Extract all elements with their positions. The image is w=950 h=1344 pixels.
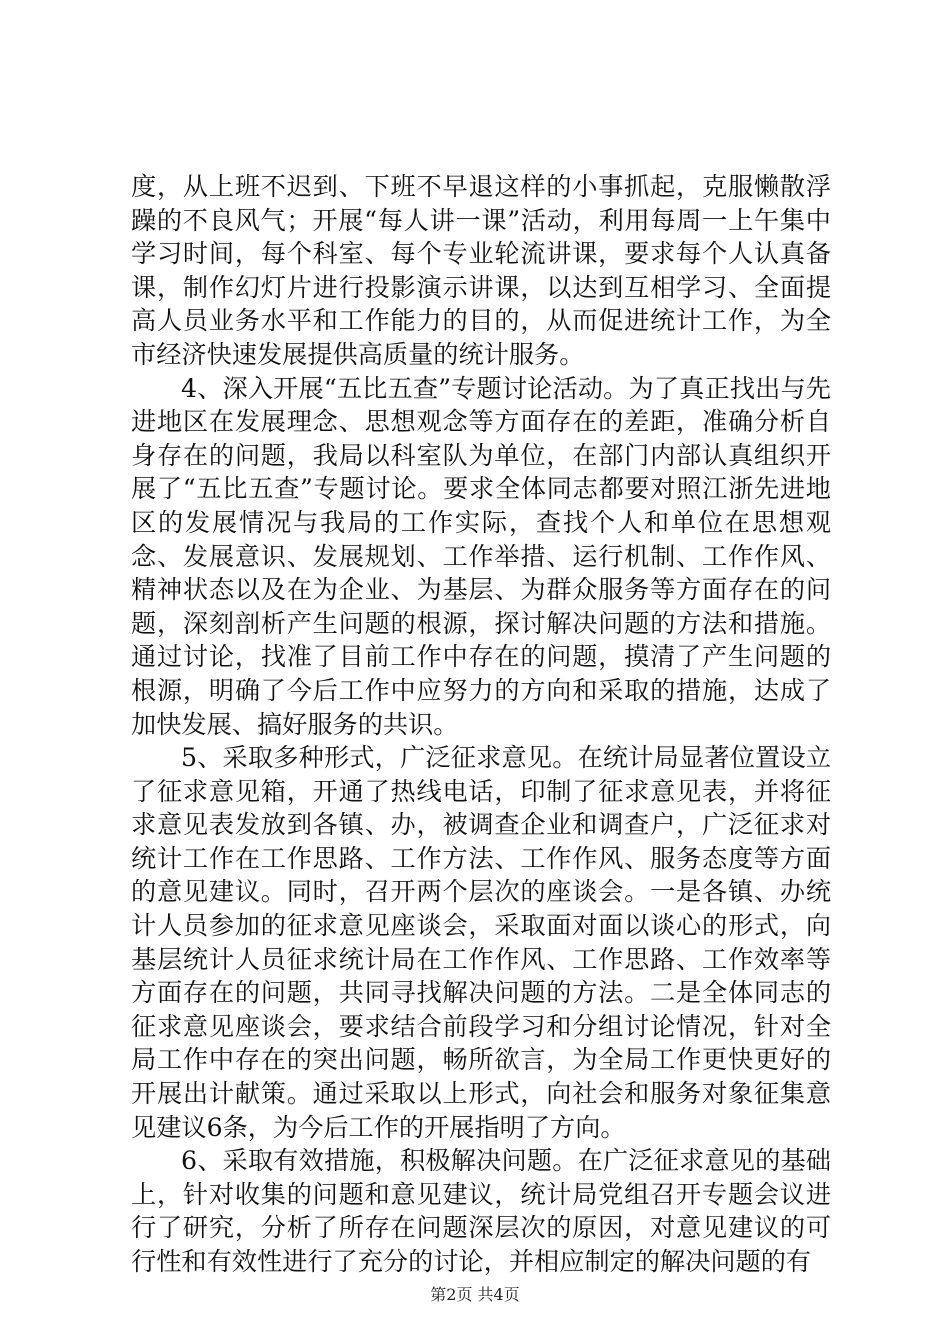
page-footer [0, 1285, 950, 1305]
page-number-label: 第2页 共4页 [430, 1285, 520, 1304]
paragraph-continuation: 度，从上班不迟到、下班不早退这样的小事抓起，克服懒散浮躁的不良风气；开展“每人讲一课”活动，利用每周一上午集中学习时间，每个科室、每个专业轮流讲课，要求每个人认真备课，制作幻灯片进行投影演示讲课，以达到互相学习、全面提高人员业务水平和工作能力的目的，从而促进统计工作，为全市经济快速发展提供高质量的统计服务。 [131, 172, 831, 369]
paragraph-item-5: 5、采取多种形式，广泛征求意见。在统计局显著位置设立了征求意见箱，开通了热线电话，印制了征求意见表，并将征求意见表发放到各镇、办，被调查企业和调查户，广泛征求对统计工作在工作思路、工作方法、工作作风、服务态度等方面的意见建议。同时，召开两个层次的座谈会。一是各镇、办统计人员参加的征求意见座谈会，采取面对面以谈心的形式，向基层统计人员征求统计局在工作作风、工作思路、工作效率等方面存在的问题，共同寻找解决问题的方法。二是全体同志的征求意见座谈会，要求结合前段学习和分组讨论情况，针对全局工作中存在的突出问题，畅所欲言，为全局工作更快更好的开展出计献策。通过采取以上形式，向社会和服务对象征集意见建议6条，为今后工作的开展指明了方向。 [131, 743, 831, 1142]
paragraph-item-4: 4、深入开展“五比五查”专题讨论活动。为了真正找出与先进地区在发展理念、思想观念等方面存在的差距，准确分析自身存在的问题，我局以科室队为单位，在部门内部认真组织开展了“五比五查”专题讨论。要求全体同志都要对照江浙先进地区的发展情况与我局的工作实际，查找个人和单位在思想观念、发展意识、发展规划、工作举措、运行机制、工作作风、精神状态以及在为企业、为基层、为群众服务等方面存在的问题，深刻剖析产生问题的根源，探讨解决问题的方法和措施。通过讨论，找准了目前工作中存在的问题，摸清了产生问题的根源，明确了今后工作中应努力的方向和采取的措施，达成了加快发展、搞好服务的共识。 [131, 373, 831, 739]
document-body [131, 170, 831, 1279]
paragraph-item-6: 6、采取有效措施，积极解决问题。在广泛征求意见的基础上，针对收集的问题和意见建议，统计局党组召开专题会议进行了研究，分析了所存在问题深层次的原因，对意见建议的可行性和有效性进行了充分的讨论，并相应制定的解决问题的有 [131, 1146, 831, 1276]
